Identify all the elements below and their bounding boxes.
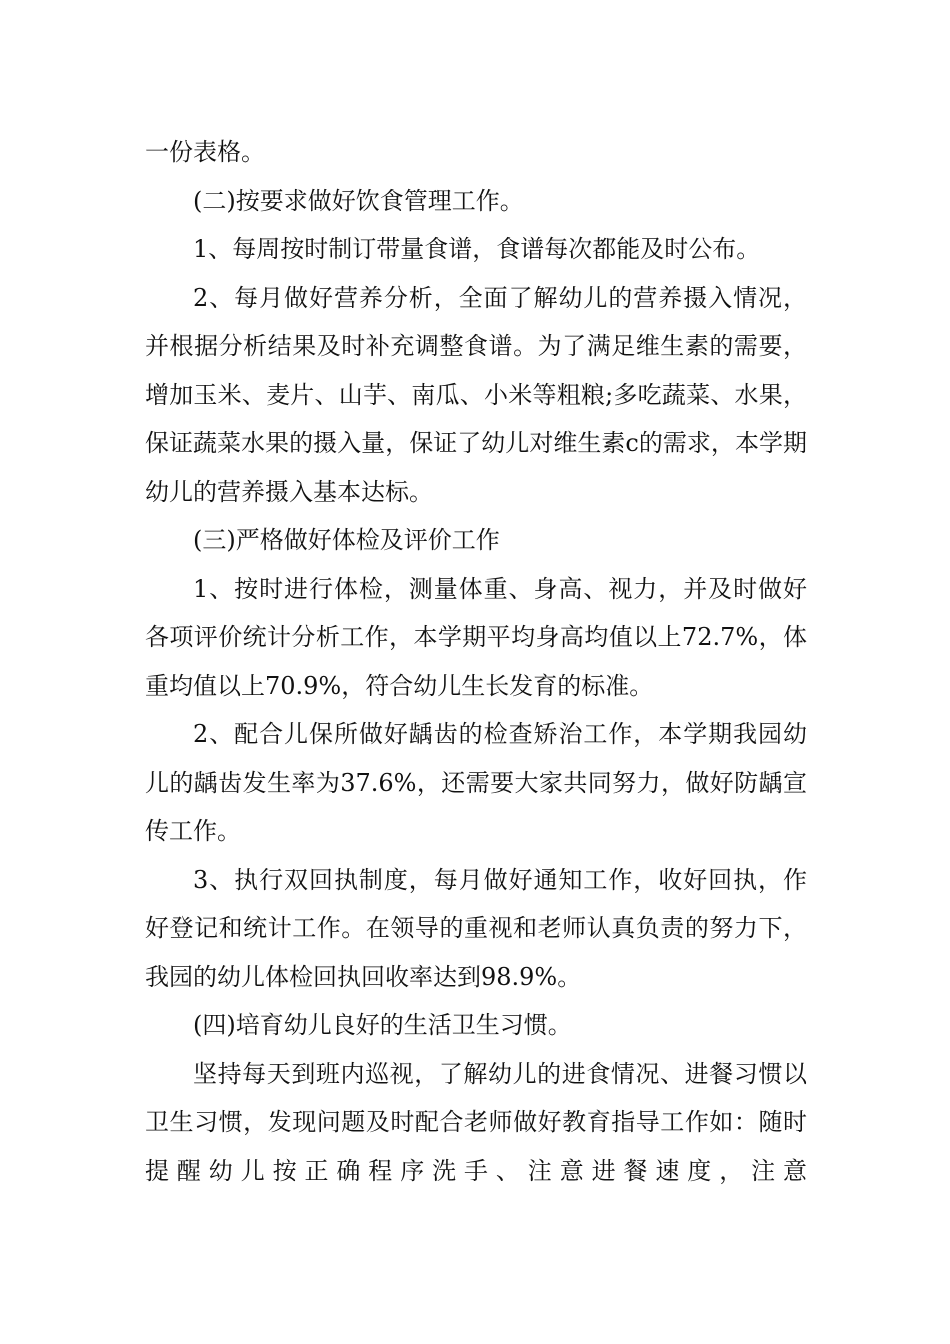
- paragraph-2-1: 1、每周按时制订带量食谱，食谱每次都能及时公布。: [193, 235, 761, 263]
- paragraph-continuation: 一份表格。: [145, 138, 265, 166]
- paragraph-2-2: 2、每月做好营养分析，全面了解幼儿的营养摄入情况，并根据分析结果及时补充调整食谱。为了满足维生素的需要，增加玉米、麦片、山芋、南瓜、小米等粗粮;多吃蔬菜、水果，保证蔬菜水果的摄入量，保证了幼儿对维生素c的需求，本学期幼儿的营养摄入基本达标。: [145, 283, 807, 506]
- heading-section-3: (三)严格做好体检及评价工作: [193, 526, 500, 554]
- document-body: [145, 128, 807, 1195]
- heading-section-2: (二)按要求做好饮食管理工作。: [193, 186, 524, 215]
- paragraph-3-1: 1、按时进行体检，测量体重、身高、视力，并及时做好各项评价统计分析工作，本学期平均身高均值以上72.7%，体重均值以上70.9%，符合幼儿生长发育的标准。: [145, 574, 807, 700]
- paragraph-3-2: 2、配合儿保所做好龋齿的检查矫治工作，本学期我园幼儿的龋齿发生率为37.6%，还需要大家共同努力，做好防龋宣传工作。: [145, 720, 807, 845]
- paragraph-4-1: 坚持每天到班内巡视，了解幼儿的进食情况、进餐习惯以卫生习惯，发现问题及时配合老师做好教育指导工作如：随时提醒幼儿按正确程序洗手、注意进餐速度，注意: [145, 1059, 807, 1185]
- paragraph-3-3: 3、执行双回执制度，每月做好通知工作，收好回执，作好登记和统计工作。在领导的重视和老师认真负责的努力下，我园的幼儿体检回执回收率达到98.9%。: [145, 865, 807, 991]
- heading-section-4: (四)培育幼儿良好的生活卫生习惯。: [193, 1011, 572, 1039]
